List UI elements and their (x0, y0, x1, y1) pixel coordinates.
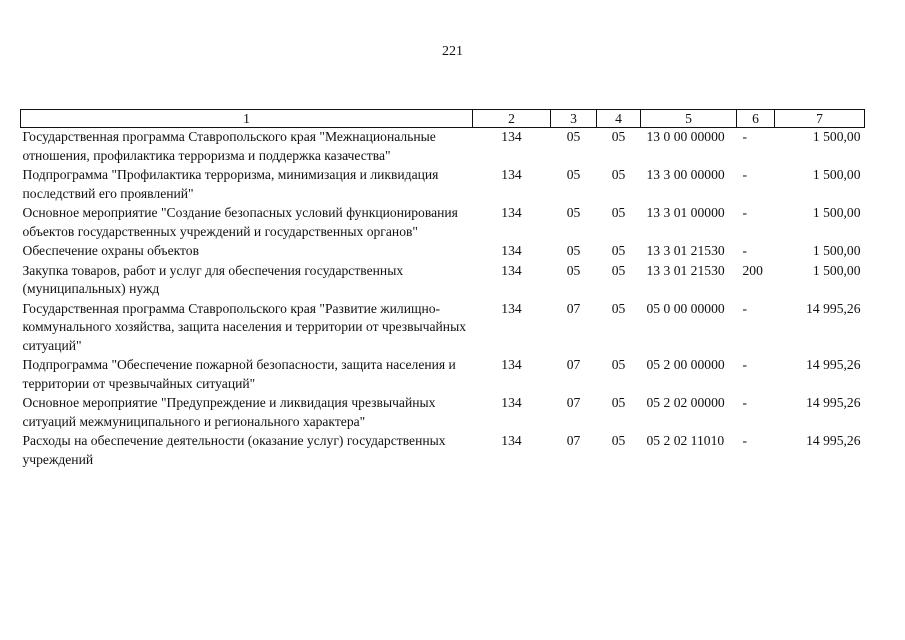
header-col-1: 1 (21, 110, 473, 128)
row-amount: 14 995,26 (806, 300, 861, 316)
row-grbs: 134 (501, 167, 522, 182)
row-target-code: 13 3 01 21530 (646, 262, 725, 278)
row-amount: 14 995,26 (806, 357, 861, 372)
header-col-6: 6 (737, 110, 775, 128)
table-row (21, 242, 865, 262)
row-section: 05 (566, 129, 581, 144)
table-row (21, 394, 865, 432)
row-target-code: 05 0 00 00000 (646, 300, 725, 316)
row-name: Основное мероприятие "Создание безопасных условий функционирования объектов государственных учреждений и государственных органов" (22, 205, 458, 239)
row-section: 07 (566, 433, 581, 448)
row-target-code: 13 0 00 00000 (646, 129, 725, 144)
table-row (21, 356, 865, 394)
row-grbs: 134 (501, 129, 522, 144)
row-name: Закупка товаров, работ и услуг для обеспечения государственных (муниципальных) нужд (22, 262, 404, 296)
header-row (21, 110, 865, 128)
header-col-5: 5 (641, 110, 737, 128)
row-target-code: 05 2 02 11010 (646, 433, 725, 448)
table-row (21, 166, 865, 204)
table-row (21, 128, 865, 167)
row-expense-type: - (742, 167, 748, 182)
row-grbs: 134 (501, 395, 522, 410)
row-subsection: 05 (611, 205, 626, 220)
row-grbs: 134 (501, 243, 522, 258)
row-grbs: 134 (501, 357, 522, 372)
row-target-code: 13 3 00 00000 (646, 167, 725, 182)
row-name: Подпрограмма "Обеспечение пожарной безопасности, защита населения и территории от чрезвычайных ситуаций" (22, 357, 456, 391)
row-section: 07 (566, 357, 581, 372)
header-col-7: 7 (775, 110, 865, 128)
row-expense-type: - (742, 433, 748, 448)
row-target-code: 13 3 01 21530 (646, 243, 725, 258)
row-expense-type: - (742, 129, 748, 144)
row-section: 05 (566, 167, 581, 182)
row-target-code: 13 3 01 00000 (646, 205, 725, 220)
table-row (21, 432, 865, 470)
page-number: 221 (442, 44, 463, 59)
row-subsection: 05 (611, 243, 626, 258)
row-amount: 1 500,00 (812, 167, 861, 182)
row-expense-type: - (742, 300, 748, 316)
row-grbs: 134 (501, 300, 522, 316)
row-amount: 1 500,00 (812, 129, 861, 144)
row-amount: 14 995,26 (806, 433, 861, 448)
row-target-code: 05 2 00 00000 (646, 357, 725, 372)
row-grbs: 134 (501, 433, 522, 448)
row-grbs: 134 (501, 262, 522, 278)
row-amount: 1 500,00 (812, 205, 861, 220)
row-subsection: 05 (611, 395, 626, 410)
budget-table (20, 109, 865, 470)
row-section: 05 (566, 243, 581, 258)
header-col-3: 3 (551, 110, 597, 128)
row-expense-type: - (742, 357, 748, 372)
row-amount: 14 995,26 (806, 395, 861, 410)
row-section: 07 (566, 395, 581, 410)
row-expense-type: - (742, 205, 748, 220)
row-section: 05 (566, 205, 581, 220)
row-section: 05 (566, 262, 581, 278)
row-subsection: 05 (611, 433, 626, 448)
row-name: Расходы на обеспечение деятельности (оказание услуг) государственных учреждений (22, 433, 446, 467)
row-amount: 1 500,00 (812, 262, 861, 278)
table-row (21, 300, 865, 357)
row-subsection: 05 (611, 129, 626, 144)
row-name: Государственная программа Ставропольского края "Межнациональные отношения, профилактика терроризма и поддержка казачества" (22, 129, 436, 163)
row-subsection: 05 (611, 262, 626, 278)
row-subsection: 05 (611, 357, 626, 372)
row-section: 07 (566, 300, 581, 316)
table-row (21, 204, 865, 242)
row-name: Государственная программа Ставропольского края "Развитие жилищно-коммунального хозяйства, защита населения и территории от чрезвычайных ситуаций" (22, 300, 467, 353)
row-expense-type: - (742, 243, 748, 258)
row-expense-type: - (742, 395, 748, 410)
row-name: Основное мероприятие "Предупреждение и ликвидация чрезвычайных ситуаций межмуниципального и регионального характера" (22, 395, 436, 429)
row-grbs: 134 (501, 205, 522, 220)
row-name: Подпрограмма "Профилактика терроризма, минимизация и ликвидация последствий его проявлений" (22, 167, 439, 201)
row-subsection: 05 (611, 167, 626, 182)
row-expense-type: 200 (742, 262, 763, 278)
row-amount: 1 500,00 (812, 243, 861, 258)
row-target-code: 05 2 02 00000 (646, 395, 725, 410)
header-col-2: 2 (473, 110, 551, 128)
row-name: Обеспечение охраны объектов (22, 243, 200, 258)
header-col-4: 4 (597, 110, 641, 128)
row-subsection: 05 (611, 300, 626, 316)
table-row (21, 262, 865, 300)
